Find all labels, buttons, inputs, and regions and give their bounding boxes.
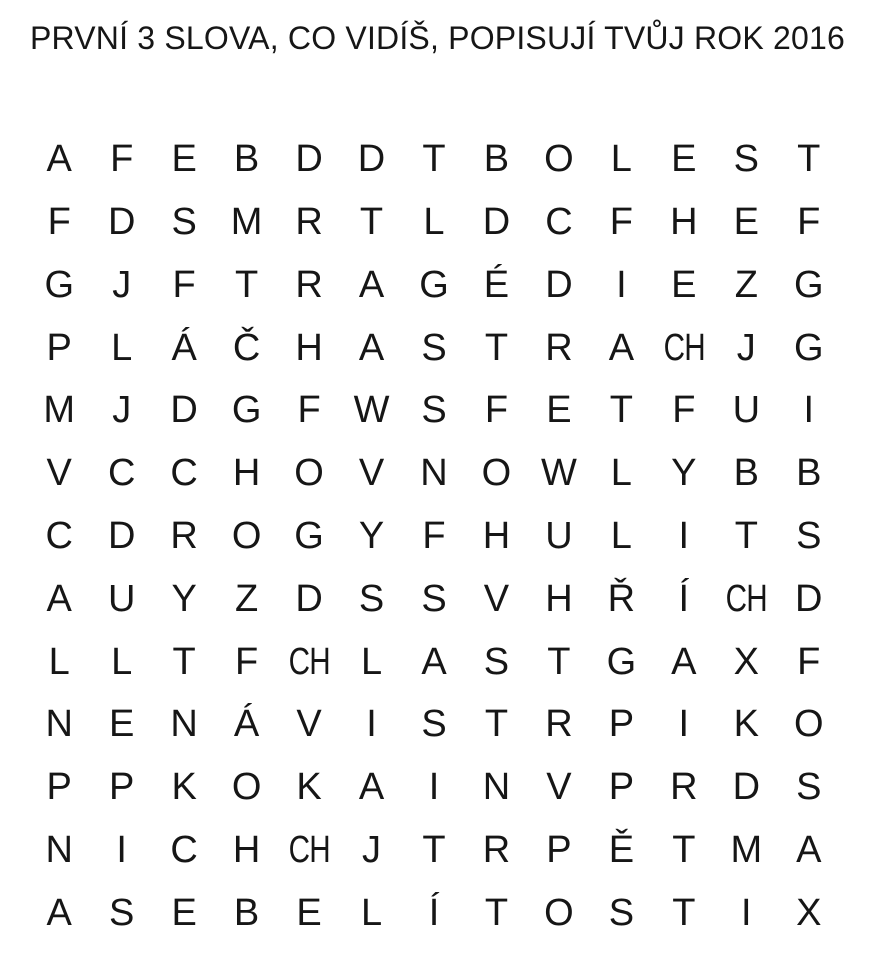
grid-cell: O [294, 452, 324, 495]
grid-cell: G [419, 263, 449, 306]
grid-cell: S [171, 201, 197, 244]
grid-cell: E [171, 891, 197, 934]
grid-cell: Č [232, 326, 261, 369]
grid-cell: H [482, 514, 511, 557]
grid-cell: P [46, 766, 72, 809]
grid-cell: D [545, 263, 573, 306]
grid-cell: D [107, 201, 136, 244]
grid-cell: F [797, 201, 821, 244]
grid-cell: M [43, 389, 76, 432]
grid-cell: J [112, 389, 132, 432]
grid-cell: CH [288, 828, 330, 871]
grid-cell: E [296, 891, 322, 934]
grid-cell: H [232, 452, 261, 495]
grid-cell: I [366, 703, 377, 746]
grid-cell: R [545, 326, 573, 369]
grid-cell: A [358, 263, 385, 306]
grid-cell: T [172, 640, 196, 683]
grid-cell: O [544, 138, 574, 181]
grid-cell: R [545, 703, 573, 746]
grid-cell: E [546, 389, 572, 432]
grid-cell: F [672, 389, 696, 432]
grid-cell: E [109, 703, 135, 746]
grid-cell: A [46, 577, 72, 620]
grid-cell: R [295, 201, 323, 244]
grid-cell: C [107, 452, 136, 495]
grid-cell: H [545, 577, 573, 620]
grid-cell: M [230, 201, 263, 244]
grid-cell: A [46, 138, 72, 181]
grid-cell: F [484, 389, 509, 432]
grid-cell: U [732, 389, 761, 432]
grid-cell: S [358, 577, 385, 620]
grid-cell: F [609, 201, 633, 244]
grid-cell: A [358, 766, 385, 809]
grid-cell: H [232, 828, 261, 871]
grid-cell: V [483, 577, 510, 620]
grid-cell: T [672, 891, 696, 934]
grid-cell: Z [734, 263, 758, 306]
grid-cell: I [803, 389, 815, 432]
grid-cell: C [170, 828, 198, 871]
grid-cell: J [112, 263, 132, 306]
grid-cell: I [116, 828, 127, 871]
grid-cell: V [46, 452, 72, 495]
grid-cell: E [733, 201, 759, 244]
grid-cell: G [793, 263, 824, 306]
grid-cell: I [678, 703, 690, 746]
grid-cell: E [671, 263, 697, 306]
grid-cell: R [482, 828, 511, 871]
grid-cell: L [423, 201, 445, 244]
grid-cell: K [733, 703, 759, 746]
grid-cell: R [295, 263, 323, 306]
grid-cell: I [616, 263, 627, 306]
grid-cell: S [733, 138, 759, 181]
grid-cell: T [359, 201, 384, 244]
grid-cell: L [360, 640, 383, 683]
grid-cell: V [358, 452, 385, 495]
grid-cell: B [233, 138, 260, 181]
grid-cell: F [172, 263, 196, 306]
grid-cell: Ř [607, 577, 636, 620]
grid-cell: D [482, 201, 511, 244]
grid-cell: L [48, 640, 70, 683]
grid-cell: G [44, 263, 74, 306]
grid-cell: K [171, 766, 197, 809]
grid-cell: B [733, 452, 759, 495]
grid-cell: O [793, 703, 824, 746]
grid-cell: S [421, 326, 447, 369]
grid-cell: E [171, 138, 197, 181]
grid-cell: A [46, 891, 72, 934]
grid-cell: P [109, 766, 135, 809]
grid-cell: T [547, 640, 571, 683]
grid-cell: S [796, 514, 822, 557]
grid-cell: T [797, 138, 821, 181]
grid-cell: T [484, 891, 509, 934]
grid-cell: J [362, 828, 382, 871]
grid-cell: D [357, 138, 386, 181]
grid-cell: U [545, 514, 573, 557]
grid-cell: L [360, 891, 383, 934]
grid-cell: S [109, 891, 135, 934]
grid-cell: S [421, 703, 447, 746]
puzzle-title: PRVNÍ 3 SLOVA, CO VIDÍŠ, POPISUJÍ TVŮJ ROK 2016 [29, 20, 845, 56]
grid-cell: P [46, 326, 72, 369]
grid-cell: Y [671, 452, 697, 495]
grid-cell: N [170, 703, 198, 746]
grid-cell: CH [663, 326, 705, 369]
grid-cell: Ě [608, 828, 635, 871]
grid-cell: E [671, 138, 697, 181]
grid-cell: N [45, 828, 73, 871]
grid-cell: P [608, 703, 635, 746]
grid-cell: I [678, 514, 690, 557]
grid-cell: S [421, 577, 447, 620]
grid-cell: L [111, 640, 133, 683]
grid-cell: CH [288, 640, 330, 683]
grid-cell: F [235, 640, 259, 683]
grid-cell: Á [171, 326, 197, 369]
grid-cell: O [231, 766, 262, 809]
grid-cell: D [795, 577, 823, 620]
grid-cell: P [546, 828, 572, 871]
grid-cell: O [231, 514, 262, 557]
grid-cell: W [540, 452, 577, 495]
grid-cell: Á [233, 703, 260, 746]
grid-cell: F [110, 138, 134, 181]
grid-cell: H [295, 326, 323, 369]
grid-cell: I [428, 766, 440, 809]
grid-cell: É [483, 263, 510, 306]
grid-cell: T [672, 828, 696, 871]
grid-cell: S [608, 891, 635, 934]
grid-cell: G [793, 326, 824, 369]
grid-cell: U [107, 577, 136, 620]
grid-cell: K [296, 766, 322, 809]
grid-cell: T [422, 828, 446, 871]
grid-cell: M [730, 828, 763, 871]
grid-cell: P [608, 766, 635, 809]
grid-cell: N [482, 766, 511, 809]
grid-cell: A [421, 640, 447, 683]
grid-cell: L [111, 326, 133, 369]
grid-cell: N [420, 452, 448, 495]
grid-cell: T [734, 514, 758, 557]
grid-cell: Í [428, 891, 440, 934]
grid-cell: R [170, 514, 198, 557]
grid-cell: A [796, 828, 822, 871]
word-grid [28, 128, 840, 944]
grid-cell: S [796, 766, 822, 809]
grid-cell: C [45, 514, 73, 557]
grid-cell: S [483, 640, 510, 683]
grid-cell: F [297, 389, 321, 432]
grid-cell: V [546, 766, 572, 809]
grid-cell: W [353, 389, 390, 432]
grid-cell: X [796, 891, 822, 934]
grid-cell: X [733, 640, 759, 683]
grid-cell: L [610, 452, 632, 495]
grid-cell: S [421, 389, 447, 432]
grid-cell: F [797, 640, 821, 683]
grid-cell: F [47, 201, 71, 244]
grid-cell: D [170, 389, 198, 432]
grid-cell: G [231, 389, 262, 432]
grid-cell: O [544, 891, 574, 934]
grid-cell: Z [235, 577, 259, 620]
grid-cell: G [294, 514, 324, 557]
grid-cell: A [608, 326, 635, 369]
grid-cell: A [671, 640, 697, 683]
grid-cell: B [796, 452, 822, 495]
grid-cell: T [484, 703, 509, 746]
grid-cell: F [422, 514, 446, 557]
grid-cell: Y [358, 514, 385, 557]
grid-cell: D [107, 514, 136, 557]
grid-cell: G [606, 640, 637, 683]
grid-cell: V [296, 703, 322, 746]
grid-cell: D [295, 138, 323, 181]
grid-cell: L [610, 138, 632, 181]
grid-cell: T [235, 263, 259, 306]
grid-cell: C [170, 452, 198, 495]
grid-cell: T [422, 138, 446, 181]
grid-cell: J [736, 326, 756, 369]
grid-cell: L [610, 514, 632, 557]
grid-cell: R [670, 766, 698, 809]
grid-cell: C [545, 201, 573, 244]
grid-cell: O [481, 452, 512, 495]
grid-cell: B [483, 138, 510, 181]
grid-cell: B [233, 891, 260, 934]
grid-cell: D [295, 577, 323, 620]
grid-cell: Y [171, 577, 197, 620]
grid-cell: CH [725, 577, 767, 620]
grid-cell: T [609, 389, 633, 432]
grid-cell: N [45, 703, 73, 746]
grid-cell: H [670, 201, 698, 244]
grid-cell: I [741, 891, 752, 934]
grid-cell: T [484, 326, 509, 369]
grid-cell: Í [678, 577, 690, 620]
grid-cell: D [732, 766, 761, 809]
grid-cell: A [358, 326, 385, 369]
